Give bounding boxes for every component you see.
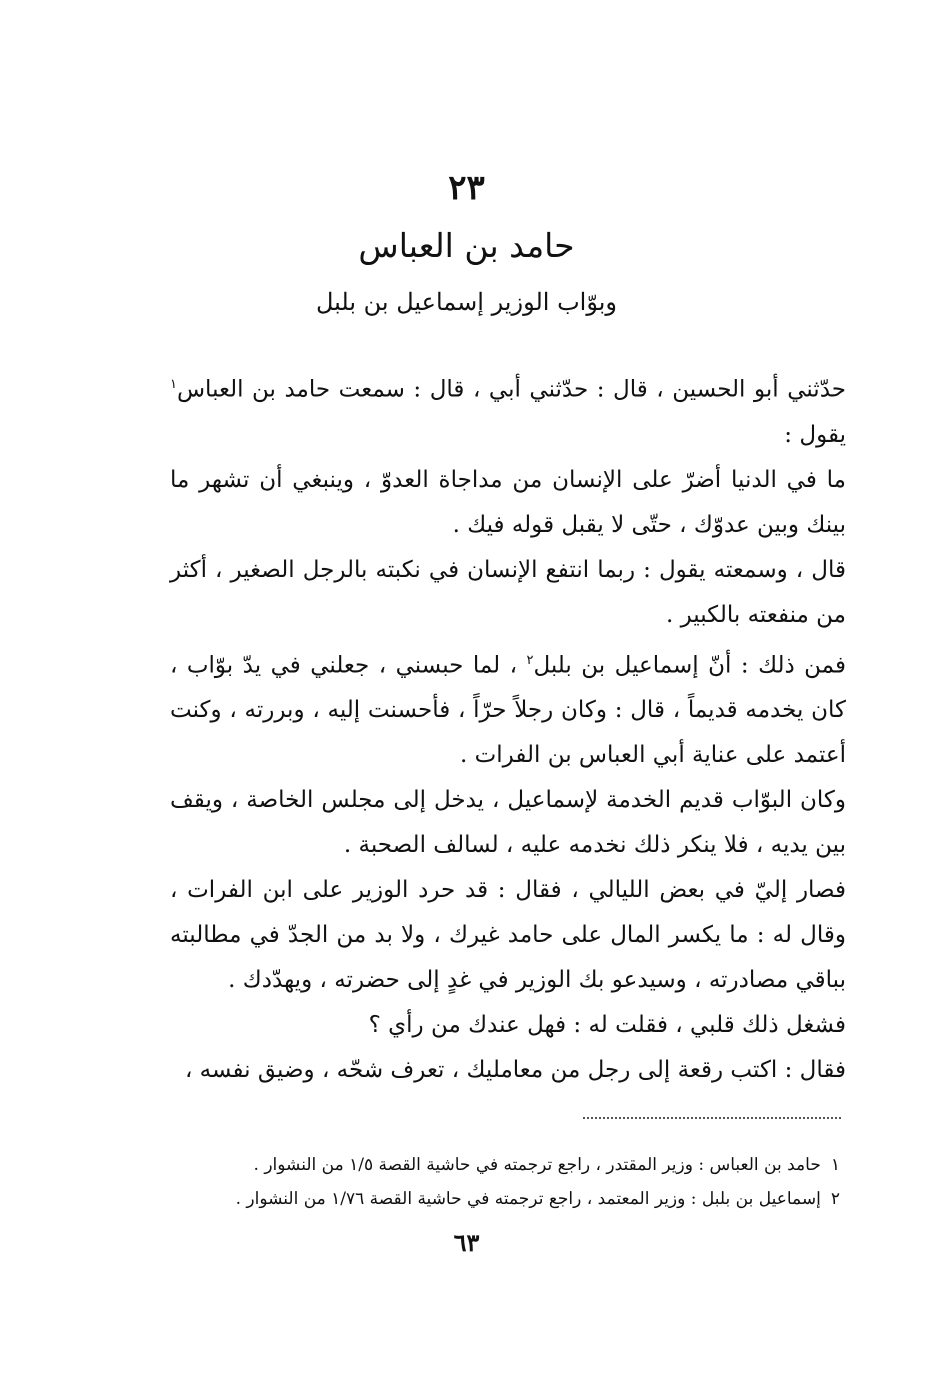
paragraph-text: حدّثني أبو الحسين ، قال : حدّثني أبي ، قال : سمعت حامد بن العباس xyxy=(176,376,846,403)
paragraph-4 xyxy=(170,638,846,779)
paragraph-3: قال ، وسمعته يقول : ربما انتفع الإنسان في نكبته بالرجل الصغير ، أكثر من منفعته بالكبير . xyxy=(170,556,846,628)
paragraph-text-tail: يقول : xyxy=(784,421,846,448)
footnote-number: ١ xyxy=(830,1155,840,1175)
body-text xyxy=(170,362,846,1093)
paragraph-8: فقال : اكتب رقعة إلى رجل من معامليك ، تعرف شحّه ، وضيق نفسه ، xyxy=(184,1057,846,1084)
footnote-marker-1[interactable]: ١ xyxy=(170,377,177,392)
footnote-2 xyxy=(160,1182,840,1216)
footnote-number: ٢ xyxy=(830,1189,840,1209)
chapter-title: حامد بن العباس xyxy=(358,226,575,265)
paragraph-2: ما في الدنيا أضرّ على الإنسان من مداجاة العدوّ ، وينبغي أن تشهر ما بينك وبين عدوّك ، حتّى لا يقبل قوله فيك . xyxy=(170,466,846,538)
page-number: ٦٣ xyxy=(453,1228,480,1257)
footnote-text: إسماعيل بن بلبل : وزير المعتمد ، راجع ترجمته في حاشية القصة ١/٧٦ من النشوار . xyxy=(235,1189,821,1209)
footnote-1 xyxy=(160,1148,840,1182)
paragraph-5: وكان البوّاب قديم الخدمة لإسماعيل ، يدخل إلى مجلس الخاصة ، ويقف بين يديه ، فلا ينكر ذلك نخدمه عليه ، لسالف الصحبة . xyxy=(170,787,846,859)
footnote-text: حامد بن العباس : وزير المقتدر ، راجع ترجمته في حاشية القصة ١/٥ من النشوار . xyxy=(253,1155,821,1175)
paragraph-6: فصار إليّ في بعض الليالي ، فقال : قد حرد الوزير على ابن الفرات ، وقال له : ما يكسر المال على حامد غيرك ، ولا بد من الجدّ في مطالبته بباقي مصادرته ، وسيدعو بك الوزير في غدٍ إلى حضرته ، ويهدّدك . xyxy=(170,877,846,994)
chapter-subtitle: وبوّاب الوزير إسماعيل بن بلبل xyxy=(315,288,618,316)
footnote-divider xyxy=(583,1117,841,1119)
paragraph-1 xyxy=(170,362,846,458)
paragraph-text-tail: ، لما حبسني ، جعلني في يدّ بوّاب ، كان يخدمه قديماً ، قال : وكان رجلاً حرّاً ، فأحسنت إليه ، وبررته ، وكنت أعتمد على عناية أبي العباس بن الفرات . xyxy=(170,652,846,769)
chapter-number: ٢٣ xyxy=(448,168,485,208)
paragraph-7: فشغل ذلك قلبي ، فقلت له : فهل عندك من رأي ؟ xyxy=(368,1012,846,1039)
paragraph-text: فمن ذلك : أنّ إسماعيل بن بلبل xyxy=(533,652,846,679)
footnote-marker-2[interactable]: ٢ xyxy=(526,652,534,668)
footnotes xyxy=(160,1148,840,1216)
